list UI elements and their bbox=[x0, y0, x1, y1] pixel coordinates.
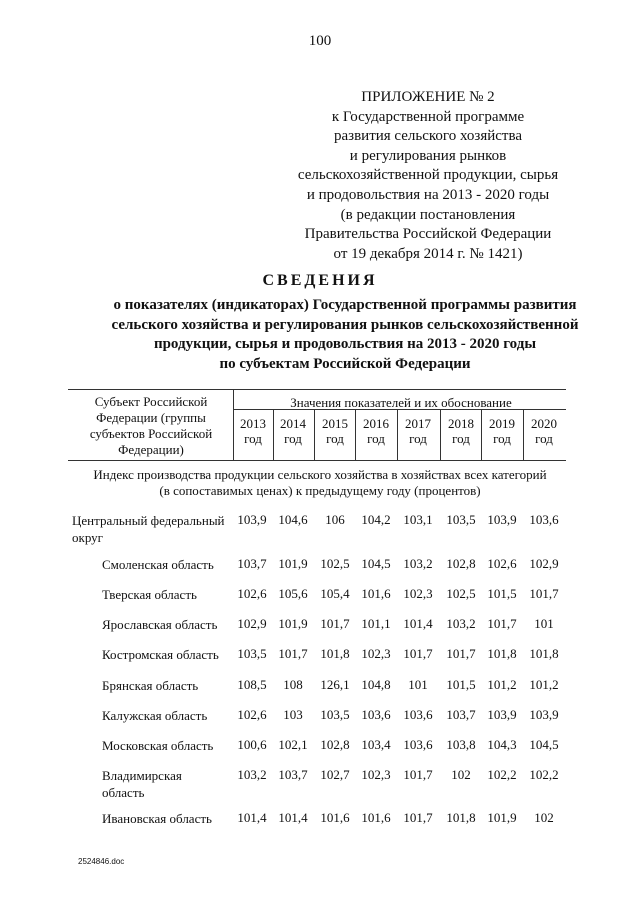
cell: 101,4 bbox=[278, 810, 308, 825]
subtitle-line: по субъектам Российской Федерации bbox=[219, 355, 471, 372]
row-name: Ярославская область bbox=[102, 617, 218, 632]
cell: 103,6 bbox=[361, 707, 391, 722]
cell: 102,3 bbox=[361, 767, 391, 782]
row-name: Брянская область bbox=[102, 678, 199, 693]
appendix-block bbox=[268, 88, 588, 264]
cell: 101 bbox=[534, 616, 554, 631]
cell: 108 bbox=[283, 677, 303, 692]
cell: 103,6 bbox=[529, 512, 559, 527]
document-title: СВЕДЕНИЯ bbox=[262, 272, 378, 289]
cell: 101,1 bbox=[361, 616, 391, 631]
subject-column-header: Субъект Российской Федерации (группы субъектов Российской Федерации) bbox=[89, 394, 213, 457]
cell: 103,2 bbox=[403, 556, 433, 571]
cell: 101,6 bbox=[320, 810, 350, 825]
cell: 101,7 bbox=[320, 616, 350, 631]
cell: 102,6 bbox=[487, 556, 517, 571]
cell: 101,6 bbox=[361, 810, 391, 825]
cell: 102,5 bbox=[446, 586, 476, 601]
cell: 102 bbox=[451, 767, 471, 782]
cell: 102,6 bbox=[237, 586, 267, 601]
cell: 104,3 bbox=[487, 737, 517, 752]
year-header: 2020 год bbox=[531, 416, 557, 446]
subtitle-line: продукции, сырья и продовольствия на 2013 - 2020 годы bbox=[153, 336, 537, 352]
cell: 102,9 bbox=[237, 616, 267, 631]
cell: 103,7 bbox=[278, 767, 308, 782]
cell: 103,5 bbox=[320, 707, 350, 722]
cell: 101,6 bbox=[361, 586, 391, 601]
cell: 101,8 bbox=[529, 646, 559, 661]
cell: 102,8 bbox=[320, 737, 350, 752]
cell: 126,1 bbox=[320, 677, 350, 692]
cell: 101,9 bbox=[487, 810, 517, 825]
cell: 101,8 bbox=[487, 646, 517, 661]
appendix-line: ПРИЛОЖЕНИЕ № 2 bbox=[361, 89, 495, 105]
cell: 103,9 bbox=[487, 707, 517, 722]
cell: 101,8 bbox=[446, 810, 476, 825]
cell: 102,5 bbox=[320, 556, 350, 571]
appendix-line: от 19 декабря 2014 г. № 1421) bbox=[333, 245, 523, 262]
year-header: 2013 год bbox=[240, 416, 266, 446]
cell: 101,2 bbox=[529, 677, 559, 692]
cell: 102,9 bbox=[529, 556, 559, 571]
cell: 101,4 bbox=[403, 616, 433, 631]
cell: 101,5 bbox=[446, 677, 476, 692]
cell: 104,8 bbox=[361, 677, 391, 692]
cell: 102 bbox=[534, 810, 554, 825]
cell: 103,6 bbox=[403, 707, 433, 722]
cell: 101,5 bbox=[487, 586, 517, 601]
appendix-line: к Государственной программе bbox=[331, 108, 525, 125]
cell: 101,7 bbox=[487, 616, 517, 631]
document-subtitle bbox=[50, 296, 640, 374]
appendix-line: Правительства Российской Федерации bbox=[304, 226, 552, 243]
year-header: 2014 год bbox=[280, 416, 306, 446]
row-name: Ивановская область bbox=[102, 811, 212, 826]
subtitle-line: о показателях (индикаторах) Государственной программы развития bbox=[113, 297, 577, 313]
cell: 104,6 bbox=[278, 512, 308, 527]
cell: 103,1 bbox=[403, 512, 433, 527]
year-header: 2019 год bbox=[489, 416, 515, 446]
row-name: Смоленская область bbox=[102, 557, 214, 572]
cell: 104,2 bbox=[361, 512, 391, 527]
cell: 103,6 bbox=[403, 737, 433, 752]
cell: 101,7 bbox=[446, 646, 476, 661]
cell: 103,2 bbox=[237, 767, 267, 782]
appendix-line: сельскохозяйственной продукции, сырья bbox=[297, 167, 559, 184]
cell: 101,7 bbox=[403, 810, 433, 825]
values-column-header: Значения показателей и их обоснование bbox=[290, 395, 512, 410]
page-number: 100 bbox=[308, 33, 332, 49]
cell: 103,7 bbox=[446, 707, 476, 722]
cell: 102,8 bbox=[446, 556, 476, 571]
cell: 103 bbox=[283, 707, 303, 722]
cell: 101,7 bbox=[403, 767, 433, 782]
cell: 103,8 bbox=[446, 737, 476, 752]
cell: 104,5 bbox=[361, 556, 391, 571]
cell: 103,9 bbox=[237, 512, 267, 527]
row-name: Владимирская область bbox=[102, 768, 182, 800]
row-name: Калужская область bbox=[102, 708, 208, 723]
row-name: Костромская область bbox=[102, 647, 219, 662]
cell: 108,5 bbox=[237, 677, 267, 692]
cell: 104,5 bbox=[529, 737, 559, 752]
row-name: Московская область bbox=[102, 738, 214, 753]
cell: 103,9 bbox=[487, 512, 517, 527]
cell: 102,6 bbox=[237, 707, 267, 722]
cell: 102,2 bbox=[487, 767, 517, 782]
cell: 106 bbox=[325, 512, 345, 527]
cell: 101,2 bbox=[487, 677, 517, 692]
cell: 103,2 bbox=[446, 616, 476, 631]
cell: 103,5 bbox=[237, 646, 267, 661]
year-header: 2016 год bbox=[363, 416, 389, 446]
subtitle-line: сельского хозяйства и регулирования рынков сельскохозяйственной bbox=[111, 316, 579, 333]
cell: 101,9 bbox=[278, 616, 308, 631]
year-header: 2015 год bbox=[322, 416, 348, 446]
cell: 101,4 bbox=[237, 810, 267, 825]
cell: 101,9 bbox=[278, 556, 308, 571]
appendix-line: (в редакции постановления bbox=[340, 206, 516, 223]
cell: 103,7 bbox=[237, 556, 267, 571]
cell: 103,9 bbox=[529, 707, 559, 722]
appendix-line: и регулирования рынков bbox=[349, 147, 507, 164]
cell: 101,7 bbox=[278, 646, 308, 661]
cell: 101,8 bbox=[320, 646, 350, 661]
row-name: Тверская область bbox=[102, 587, 197, 602]
cell: 101 bbox=[408, 677, 428, 692]
cell: 102,3 bbox=[361, 646, 391, 661]
cell: 102,1 bbox=[278, 737, 308, 752]
document-id: 2524846.doc bbox=[78, 857, 125, 866]
header-top-rule bbox=[68, 389, 566, 390]
cell: 102,3 bbox=[403, 586, 433, 601]
header-bottom-rule bbox=[68, 460, 566, 461]
row-name: Центральный федеральный округ bbox=[72, 513, 225, 545]
appendix-line: развития сельского хозяйства bbox=[334, 128, 522, 145]
section-title: Индекс производства продукции сельского хозяйства в хозяйствах всех категорий (в сопоставимых ценах) к предыдущему году (процентов) bbox=[93, 467, 547, 498]
cell: 102,7 bbox=[320, 767, 350, 782]
cell: 101,7 bbox=[403, 646, 433, 661]
cell: 101,7 bbox=[529, 586, 559, 601]
cell: 100,6 bbox=[237, 737, 267, 752]
cell: 103,4 bbox=[361, 737, 391, 752]
cell: 102,2 bbox=[529, 767, 559, 782]
cell: 105,6 bbox=[278, 586, 308, 601]
year-header: 2018 год bbox=[448, 416, 474, 446]
cell: 103,5 bbox=[446, 512, 476, 527]
appendix-line: и продовольствия на 2013 - 2020 годы bbox=[306, 186, 550, 203]
cell: 105,4 bbox=[320, 586, 350, 601]
year-header: 2017 год bbox=[405, 416, 431, 446]
